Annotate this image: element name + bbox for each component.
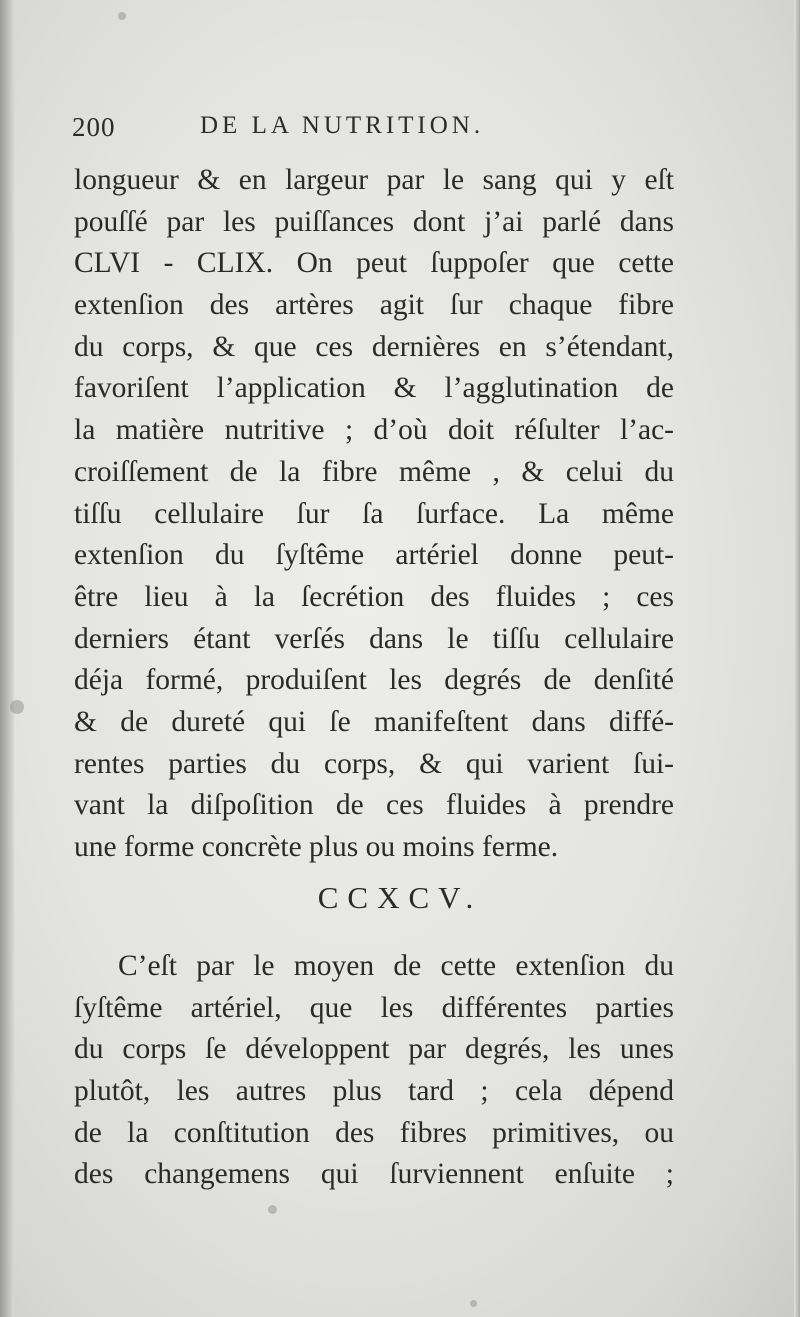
text-line: rentes parties du corps, & qui varient ſui- bbox=[74, 747, 674, 780]
page-edge-right bbox=[794, 0, 800, 1317]
paragraph-2 bbox=[74, 946, 674, 1196]
text-line: une forme concrète plus ou moins ferme. bbox=[74, 831, 559, 863]
text-line: plutôt, les autres plus tard ; cela dépend bbox=[74, 1075, 674, 1108]
text-line: des changemens qui ſurviennent enſuite ; bbox=[74, 1158, 674, 1191]
text-line: favoriſent l’application & l’agglutination de bbox=[74, 372, 674, 405]
paper-speck bbox=[10, 700, 24, 714]
paper-speck bbox=[268, 1205, 277, 1214]
paper-speck bbox=[118, 12, 126, 20]
text-line: croiſſement de la fibre même , & celui du bbox=[74, 455, 674, 488]
running-title: DE LA NUTRITION. bbox=[200, 112, 485, 139]
page-number: 200 bbox=[72, 112, 116, 142]
text-line: vant la diſpoſition de ces fluides à prendre bbox=[74, 789, 674, 822]
text-line: extenſion du ſyſtême artériel donne peut- bbox=[74, 539, 674, 572]
text-line: du corps ſe développent par degrés, les unes bbox=[74, 1033, 674, 1066]
text-line: CLVI - CLIX. On peut ſuppoſer que cette bbox=[74, 247, 674, 280]
text-line: derniers étant verſés dans le tiſſu cellulaire bbox=[74, 622, 674, 655]
text-line: pouſſé par les puiſſances dont j’ai parlé dans bbox=[74, 205, 674, 238]
paragraph-1 bbox=[74, 160, 674, 869]
page-header bbox=[72, 112, 672, 152]
text-line: déja formé, produiſent les degrés de denſité bbox=[74, 664, 674, 697]
text-line: C’eſt par le moyen de cette extenſion du bbox=[118, 950, 674, 982]
text-line: du corps, & que ces dernières en s’étendant, bbox=[74, 330, 674, 363]
text-line: longueur & en largeur par le sang qui y eſt bbox=[74, 164, 674, 196]
section-heading: CCXCV. bbox=[317, 880, 483, 915]
text-line: & de dureté qui ſe manifeſtent dans diffé- bbox=[74, 705, 674, 738]
text-line: de la conſtitution des fibres primitives, ou bbox=[74, 1116, 674, 1149]
page-edge-left bbox=[0, 0, 14, 1317]
text-line: être lieu à la ſecrétion des fluides ; ces bbox=[74, 580, 674, 613]
text-line: tiſſu cellulaire ſur ſa ſurface. La même bbox=[74, 497, 674, 530]
text-line: la matière nutritive ; d’où doit réſulter l’ac- bbox=[74, 414, 674, 447]
paper-speck bbox=[470, 1300, 477, 1307]
text-line: ſyſtême artériel, que les différentes parties bbox=[74, 991, 674, 1024]
text-line: extenſion des artères agit ſur chaque fibre bbox=[74, 289, 674, 322]
